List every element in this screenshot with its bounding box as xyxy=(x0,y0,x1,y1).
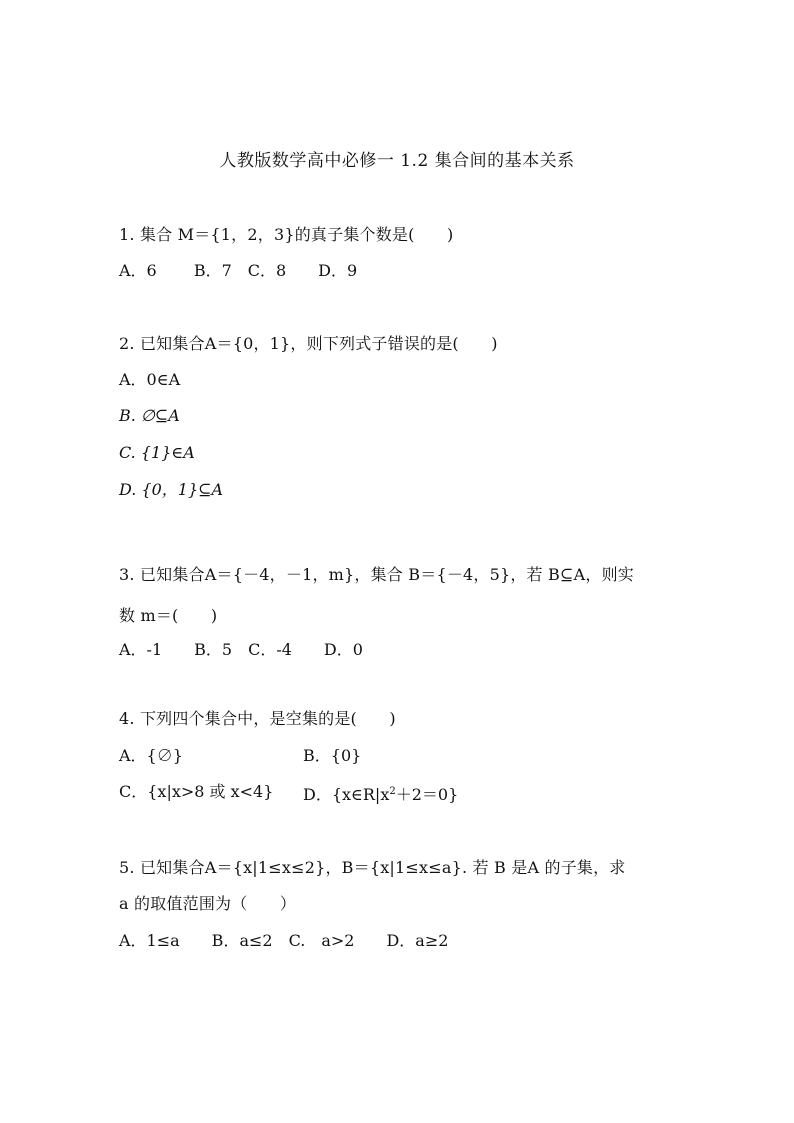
question-4-option-b: B．{0} xyxy=(303,746,362,765)
question-2-option-c: C. {1}∈A xyxy=(119,443,195,462)
question-4-option-d xyxy=(303,781,458,806)
question-4-option-d-exponent: 2 xyxy=(389,786,396,797)
question-3-stem-line-2: 数 m＝( ) xyxy=(119,606,218,625)
question-3-stem-line-1: 3. 已知集合A＝{－4，－1，m}，集合 B＝{－4，5}，若 B⊆A，则实 xyxy=(119,565,634,584)
question-5-stem-line-2: a 的取值范围为（ ） xyxy=(119,894,297,913)
question-1-stem: 1. 集合 M＝{1，2，3}的真子集个数是( ) xyxy=(119,225,454,244)
question-2-option-d: D. {0，1}⊆A xyxy=(119,480,224,499)
question-4-option-c: C．{x|x>8 或 x<4} xyxy=(119,782,274,801)
question-2-option-b: B. ∅⊆A xyxy=(119,406,180,425)
question-4-option-a: A．{∅} xyxy=(119,746,183,765)
question-5-options: A．1≤a B．a≤2 C. a>2 D．a≥2 xyxy=(119,931,449,950)
page-title: 人教版数学高中必修一 1.2 集合间的基本关系 xyxy=(219,151,575,171)
question-3-options: A．-1 B．5 C．-4 D．0 xyxy=(119,640,363,659)
question-2-stem: 2. 已知集合A＝{0，1}，则下列式子错误的是( ) xyxy=(119,334,498,353)
question-1-options: A．6 B．7 C．8 D．9 xyxy=(119,261,358,280)
question-5-stem-line-1: 5. 已知集合A＝{x|1≤x≤2}，B＝{x|1≤x≤a}. 若 B 是A 的子集，求 xyxy=(119,858,626,877)
question-2-option-a: A．0∈A xyxy=(119,370,181,389)
question-4-option-d-suffix: ＋2＝0} xyxy=(395,785,459,804)
question-4-option-d-prefix: D．{x∈R|x xyxy=(303,785,390,804)
question-4-stem: 4. 下列四个集合中，是空集的是( ) xyxy=(119,709,396,728)
